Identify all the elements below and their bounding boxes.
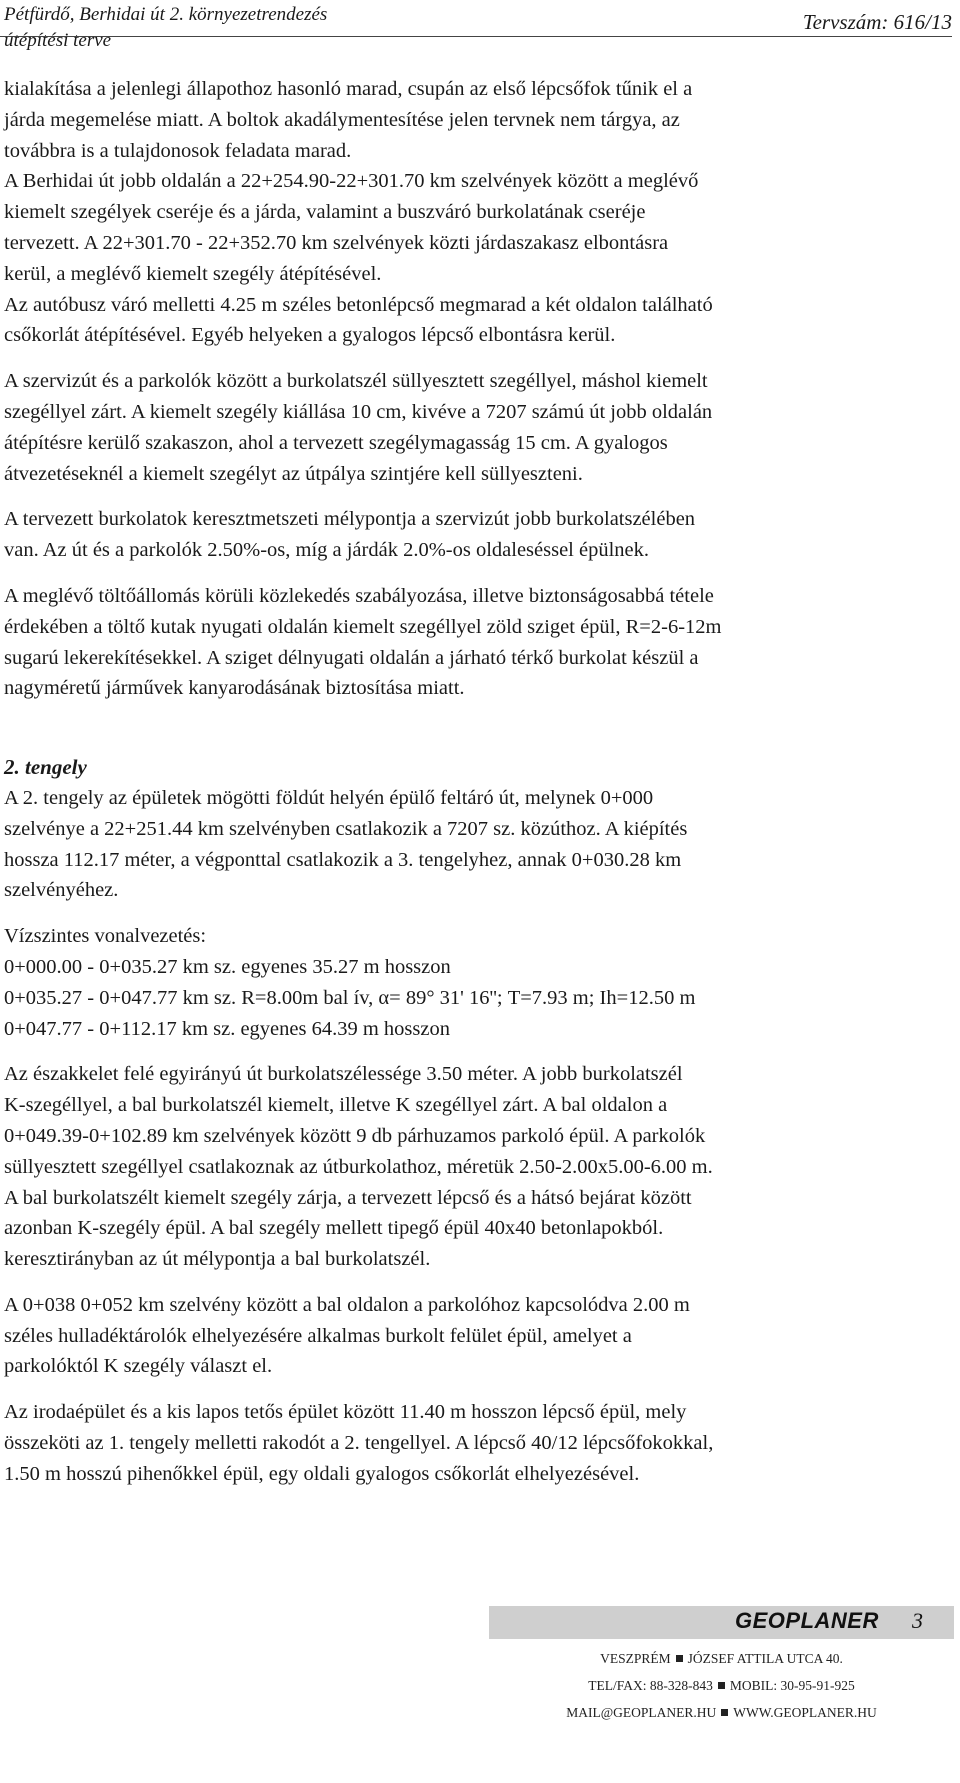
square-bullet-icon [718,1682,725,1689]
footer-contacts [489,1705,954,1721]
footer-mobile: MOBIL: 30-95-91-925 [729,1678,855,1693]
paragraph: A 2. tengely az épületek mögötti földút helyén épülő feltáró út, melynek 0+000 szelvénye a 22+251.44 km szelvényben csatlakozik a 7207 sz. közúthoz. A kiépítés hossza 112.17 méter, a végponttal csatlakozik a 3. tengelyhez, annak 0+030.28 km szelvényéhez. [4,786,688,902]
paragraph: A tervezett burkolatok keresztmetszeti mélypontja a szervizút jobb burkolatszélében van. Az út és a parkolók 2.50%-os, míg a járdák 2.0%-os oldaleséssel épülnek. [4,508,696,562]
paragraph: A 0+038 0+052 km szelvény között a bal oldalon a parkolóhoz kapcsolódva 2.00 m széles hulladéktárolók elhelyezésére alkalmas burkolt felület épül, amelyet a parkolóktól K szegély választ el. [4,1293,690,1378]
header-title-line1: Pétfürdő, Berhidai út 2. környezetrendezés [4,4,328,25]
footer-email[interactable]: MAIL@GEOPLANER.HU [566,1705,717,1720]
paragraph: Az autóbusz váró melletti 4.25 m széles betonlépcső megmarad a két oldalon található csőkorlát átépítésével. Egyéb helyeken a gyalogos lépcső elbontásra kerül. [4,293,713,347]
header-project-title [4,2,327,54]
header-rule [0,36,952,37]
footer-address [489,1651,954,1667]
square-bullet-icon [721,1709,728,1716]
footer-phones [489,1678,954,1694]
paragraph: Az északkelet felé egyirányú út burkolatszélessége 3.50 méter. A jobb burkolatszél K-szegéllyel, a bal burkolatszél kiemelt, illetve K szegéllyel zárt. A bal oldalon a 0+049.39-0+102.89 km szelvények között 9 db párhuzamos parkoló épül. A parkolók süllyesztett szegéllyel csatlakoznak az útburkolathoz, méretük 2.50-2.00x5.00-6.00 m. A bal burkolatszélt kiemelt szegély zárja, a tervezett lépcső és a hátsó bejárat között azonban K-szegély épül. A bal szegély mellett tipegő épül 40x40 betonlapokból. keresztirányban az út mélypontja a bal burkolatszél. [4,1063,713,1271]
square-bullet-icon [676,1655,683,1662]
paragraph: Az irodaépület és a kis lapos tetős épület között 11.40 m hosszon lépcső épül, mely összeköti az 1. tengely melletti rakodót a 2. tengellyel. A lépcső 40/12 lépcsőfokokkal, 1.50 m hosszú pihenőkkel épül, egy oldali gyalogos csőkorlát elhelyezésével. [4,1401,714,1485]
alignment-item: 0+047.77 - 0+112.17 km sz. egyenes 64.39 m hosszon [4,1017,450,1040]
footer-web[interactable]: WWW.GEOPLANER.HU [733,1705,877,1720]
company-logo: GEOPLANER [735,1608,879,1633]
document-body [4,74,928,1490]
paragraph: A Berhidai út jobb oldalán a 22+254.90-22+301.70 km szelvények között a meglévő kiemelt szegélyek cseréje és a járda, valamint a buszváró burkolatának cseréje tervezett. A 22+301.70 - 22+352.70 km szelvények közti járdaszakasz elbontásra kerül, a meglévő kiemelt szegély átépítésével. [4,170,699,285]
paragraph: A meglévő töltőállomás körüli közlekedés szabályozása, illetve biztonságosabbá tétele érdekében a töltő kutak nyugati oldalán kiemelt szegéllyel zöld sziget épül, R=2-6-12m sugarú lekerekítésekkel. A sziget délnyugati oldalán a járható térkő burkolat készül a nagyméretű járművek kanyarodásának biztosítása miatt. [4,584,722,700]
section-heading: 2. tengely [4,755,87,780]
header-title-line2: útépítési terve [4,30,112,51]
alignment-label: Vízszintes vonalvezetés: [4,925,207,948]
footer-phone: TEL/FAX: 88-328-843 [588,1678,713,1693]
alignment-item: 0+035.27 - 0+047.77 km sz. R=8.00m bal ív, α= 89° 31' 16''; T=7.93 m; Ih=12.50 m [4,986,696,1009]
alignment-list [4,952,928,1044]
paragraph: A szervizút és a parkolók között a burkolatszél süllyesztett szegéllyel, máshol kiemelt szegéllyel zárt. A kiemelt szegély kiállása 10 cm, kivéve a 7207 számú út jobb oldalán átépítésre kerülő szakaszon, ahol a tervezett szegélymagasság 15 cm. A gyalogos átvezetéseknél a kiemelt szegélyt az útpálya szintjére kell süllyeszteni. [4,370,713,485]
footer-city: VESZPRÉM [600,1651,671,1666]
paragraph: kialakítása a jelenlegi állapothoz hasonló marad, csupán az első lépcsőfok tűnik el a járda megemelése miatt. A boltok akadálymentesítése jelen tervnek nem tárgya, az továbbra is a tulajdonosok feladata marad. [4,78,693,162]
footer-bar [489,1606,954,1639]
footer-street: JÓZSEF ATTILA UTCA 40. [687,1651,843,1666]
alignment-item: 0+000.00 - 0+035.27 km sz. egyenes 35.27 m hosszon [4,955,451,978]
page-number: 3 [912,1608,923,1633]
header-plan-number: Tervszám: 616/13 [802,10,952,34]
